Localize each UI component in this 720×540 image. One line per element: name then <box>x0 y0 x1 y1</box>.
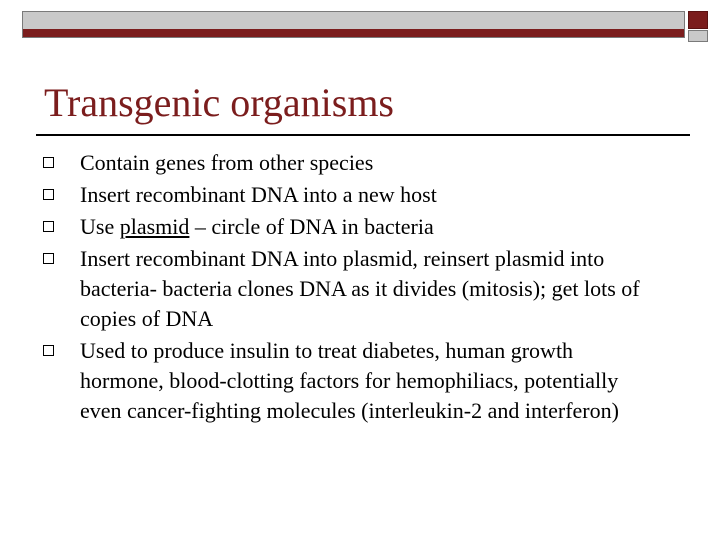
bullet-text: Insert recombinant DNA into plasmid, reinsert plasmid into bacteria- bacteria clones DNA as it divides (mitosis); get lots of copies of DNA <box>80 246 640 331</box>
header-accent-band <box>23 29 684 37</box>
bullet-item <box>40 244 660 334</box>
corner-gray-square <box>688 30 708 42</box>
hollow-square-icon <box>43 221 54 232</box>
bullet-text-suffix: – circle of DNA in bacteria <box>189 214 434 239</box>
corner-accent-square <box>688 11 708 29</box>
bullet-item <box>40 180 660 210</box>
bullet-text: Contain genes from other species <box>80 150 374 175</box>
bullet-item <box>40 212 660 242</box>
bullet-text: Used to produce insulin to treat diabetes, human growth hormone, blood-clotting factors for hemophiliacs, potentially even cancer-fighting molecules (interleukin-2 and interferon) <box>80 338 619 423</box>
bullet-text: Insert recombinant DNA into a new host <box>80 182 437 207</box>
title-divider <box>36 134 690 136</box>
slide-title: Transgenic organisms <box>44 80 394 125</box>
plasmid-link[interactable]: plasmid <box>119 214 190 239</box>
bullet-list <box>40 148 660 428</box>
decorative-header-bar <box>22 11 685 38</box>
hollow-square-icon <box>43 157 54 168</box>
hollow-square-icon <box>43 189 54 200</box>
hollow-square-icon <box>43 253 54 264</box>
bullet-item <box>40 148 660 178</box>
bullet-text-prefix: Use <box>80 214 120 239</box>
hollow-square-icon <box>43 345 54 356</box>
bullet-item <box>40 336 660 426</box>
